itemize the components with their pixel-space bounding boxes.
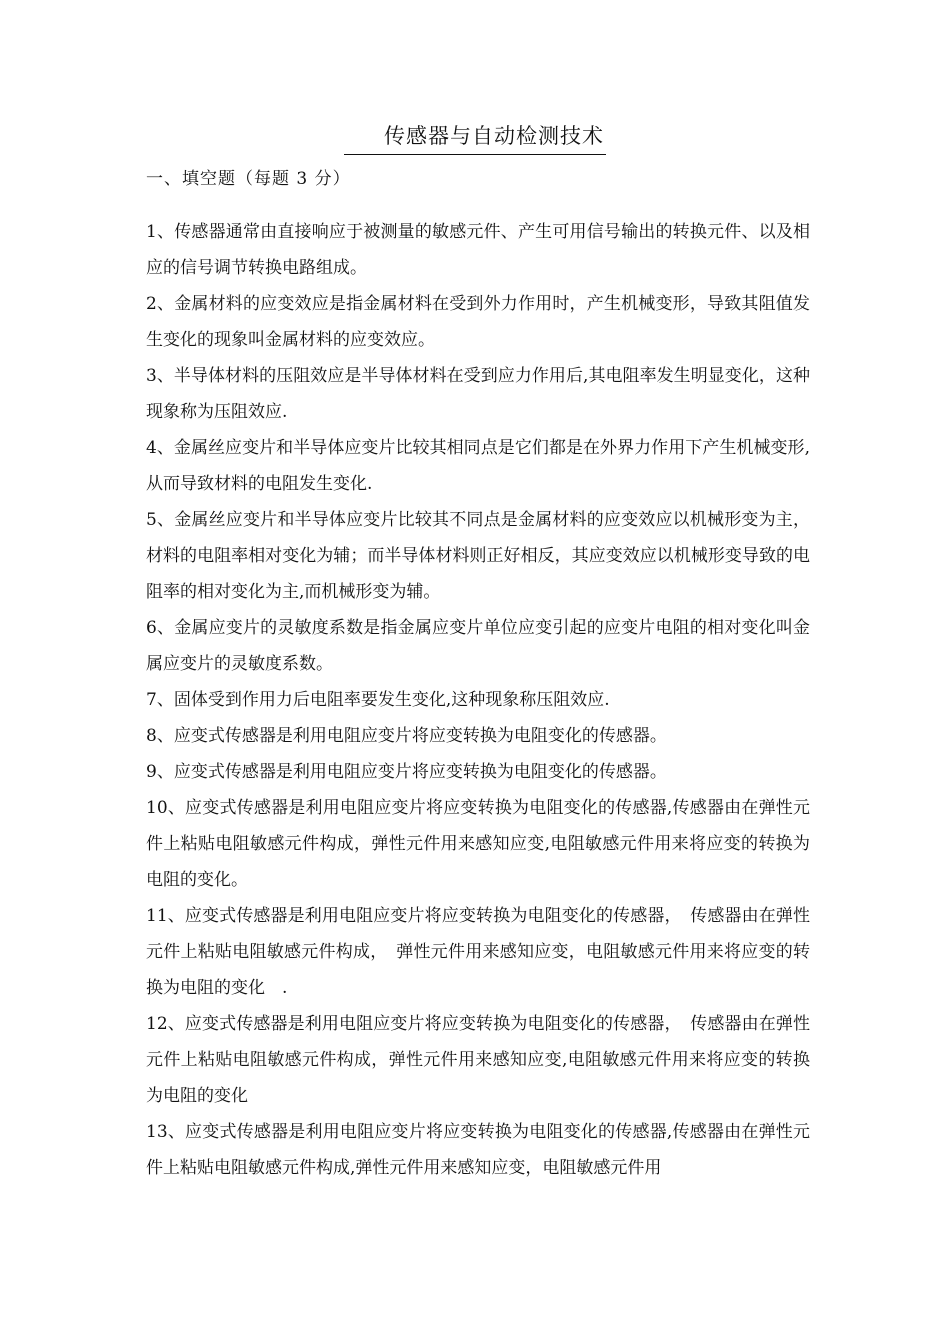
answer-blank: 压阻 xyxy=(536,690,571,710)
question-text: 4、金属丝应变片和半导体应变片比较其相同点是 xyxy=(146,438,515,458)
question-list xyxy=(146,214,810,1186)
question-text-tail: 元件用来将应变的转换为电阻的变化 xyxy=(146,1050,811,1106)
question-text: 9、应变式传感器是利用电阻应变片将应变转换为 xyxy=(146,762,514,782)
page-title: 传感器与自动检测技术 xyxy=(344,120,606,155)
question-item xyxy=(146,610,810,682)
question-text: 12、应变式传感器是利用电阻应变片将应变转换为电阻变化的传感器， 传感器由在弹性元件上粘贴电阻敏感元件构成，弹性元件用来感知应变, xyxy=(146,1014,810,1070)
answer-blank: 半导体材料在受到应力作用后,其电阻率发生明显变化 xyxy=(361,366,759,386)
question-text: 5、金属丝应变片和半导体应变片比较其不同点是 xyxy=(146,510,518,530)
answer-blank: 金属应变片单位应变引起的应变片电阻的相对变化 xyxy=(397,618,776,638)
answer-blank: 应变 xyxy=(428,726,463,746)
question-text-tail: 转换为电阻变化的传感器。 xyxy=(462,726,667,746)
answer-blank: 敏感元件 xyxy=(432,222,501,242)
answer-blank: 感知应变 xyxy=(499,942,569,962)
title-wrap xyxy=(0,120,950,155)
question-text-tail: ，这种现象称为压阻效应. xyxy=(146,366,810,422)
question-text-tail: ，电阻敏感元件用来将应变的转换为电阻的变化 . xyxy=(146,942,810,998)
question-text: 10、应变式传感器是利用电阻应变片将应变转换为电阻变化的传感器,传感器由在弹性元件上粘贴 xyxy=(146,798,810,854)
question-item xyxy=(146,1006,810,1114)
question-item xyxy=(146,1114,810,1186)
question-item xyxy=(146,286,810,358)
question-item xyxy=(146,754,810,790)
question-text-tail: 、产生可用信号输出的转换元件、以及相应的信号调节转换电路组成。 xyxy=(146,222,811,278)
answer-blank: 电阻敏感 xyxy=(215,834,285,854)
question-text: 6、金属应变片的灵敏度系数是指 xyxy=(146,618,398,638)
question-text-tail: 效应. xyxy=(570,690,610,710)
question-text: 11、应变式传感器是利用电阻应变片将应变转换为电阻变化的传感器， 传感器由在弹性元件上粘贴电阻敏感元件构成， 弹性元件用来 xyxy=(146,906,810,962)
answer-blank: 金属材料的应变效应以机械形变为主，材料的电阻率相对变化为辅；而半导体材料则正好相反，其应变效应以机械形变导致的电阻率的相对变化为主,而机械形变为辅。 xyxy=(146,510,810,602)
answer-blank: 金属材料在受到外力作用时，产生机械变形，导致其阻值发生变化的现象 xyxy=(146,294,810,350)
question-text-tail: 元件构成，弹性元件用来感知应变,电阻敏感元件用来将应变的转换为电阻的变化。 xyxy=(146,834,811,890)
question-item xyxy=(146,358,810,430)
question-text-tail: ,从而导致材料的电阻发生变化. xyxy=(146,438,810,494)
answer-blank: 电阻敏感 xyxy=(567,1050,638,1070)
question-text: 7、固体受到作用力后电阻率要发生变化,这种现象称 xyxy=(146,690,537,710)
question-text-tail: 叫金属材料的应变效应。 xyxy=(248,330,435,350)
question-item xyxy=(146,898,810,1006)
question-item xyxy=(146,214,810,286)
question-item xyxy=(146,790,810,898)
question-text: 1、传感器通常由直接响应于被测量的 xyxy=(146,222,433,242)
question-item xyxy=(146,682,810,718)
answer-blank: 电阻 xyxy=(513,762,548,782)
question-text-tail: 变化的传感器。 xyxy=(547,762,667,782)
question-text: 2、金属材料的应变效应是指 xyxy=(146,294,364,314)
question-text: 3、半导体材料的压阻效应是 xyxy=(146,366,362,386)
answer-blank: 它们都是在外界力作用下产生机械变形 xyxy=(514,438,805,458)
section-heading: 一、填空题（每题 3 分） xyxy=(146,169,351,189)
question-item xyxy=(146,430,810,502)
question-item xyxy=(146,502,810,610)
question-item xyxy=(146,718,810,754)
question-text: 13、应变式传感器是利用电阻应变片将应变转换为电阻变化的传感器,传感器由在弹性元件上粘贴电阻敏感元件构成,弹性元件用来感知应变，电阻敏感元件用 xyxy=(146,1122,810,1178)
question-text: 8、应变式传感器是利用电阻应变片将 xyxy=(146,726,429,746)
question-text-tail: 叫金属应变片的灵敏度系数。 xyxy=(146,618,811,674)
